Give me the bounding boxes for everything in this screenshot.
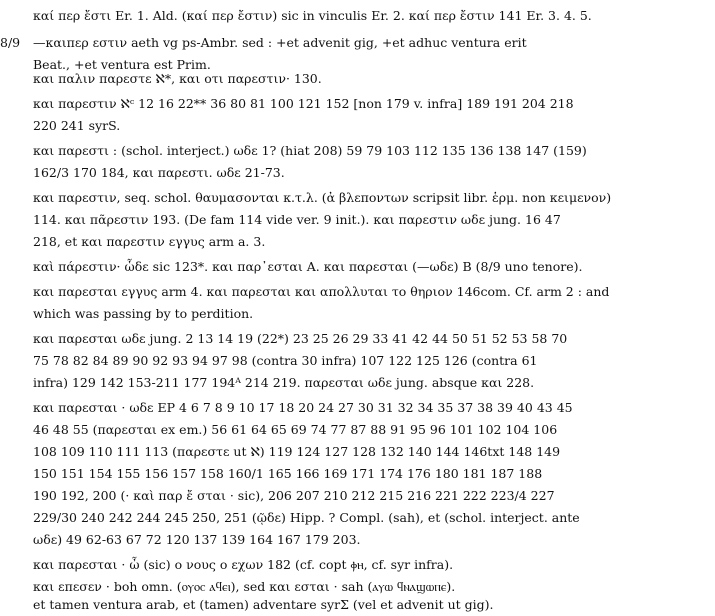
apparatus-line: και παρεστιν ℵᶜ 12 16 22** 36 80 81 100 121 152 [non 179 v. infra] 189 191 204 218 xyxy=(33,96,574,111)
apparatus-line: ωδε) 49 62-63 67 72 120 137 139 164 167 179 203. xyxy=(33,532,361,547)
apparatus-line: infra) 129 142 153-211 177 194ᴬ 214 219. παρεσται ωδε jung. absque και 228. xyxy=(33,375,535,390)
apparatus-line: et tamen ventura arab, et (tamen) adventare syrΣ (vel et advenit ut gig). xyxy=(33,597,494,612)
apparatus-line: 229/30 240 242 244 245 250, 251 (ῷδε) Hipp. ? Compl. (sah), et (schol. interject. ante xyxy=(33,510,580,525)
apparatus-line: και παρεστι : (schol. interject.) ωδε 1? (hiat 208) 59 79 103 112 135 136 138 147 (159) xyxy=(33,143,587,158)
apparatus-line: which was passing by to perdition. xyxy=(33,306,254,321)
apparatus-line: και παρεσται · ὦ (sic) ο νους ο εχων 182 (cf. copt ⲫⲏ, cf. syr infra). xyxy=(33,557,454,572)
apparatus-line: και παρεσται · ωδε EP 4 6 7 8 9 10 17 18 20 24 27 30 31 32 34 35 37 38 39 40 43 45 xyxy=(33,400,573,415)
apparatus-line: και παρεστιν, seq. schol. θαυμασονται κ.τ.λ. (ἀ βλεποντων scripsit libr. ἑρμ. non κειμενον) xyxy=(33,190,612,205)
apparatus-line: και επεσεν · boh omn. (ⲟⲩⲟⲥ ⲁϥⲉⲓ), sed και εσται · sah (ⲁⲩⲱ ϥⲛⲁϣⲱⲡⲉ). xyxy=(33,579,456,594)
apparatus-line: 218, et και παρεστιν εγγυς arm a. 3. xyxy=(33,234,266,249)
verse-reference: 8/9 xyxy=(0,35,21,50)
apparatus-line: και παρεσται ωδε jung. 2 13 14 19 (22*) 23 25 26 29 33 41 42 44 50 51 52 53 58 70 xyxy=(33,331,568,346)
apparatus-line: 190 192, 200 (· καὶ παρ ἔ σται · sic), 206 207 210 212 215 216 221 222 223/4 227 xyxy=(33,488,555,503)
apparatus-line: 220 241 syrS. xyxy=(33,118,121,133)
apparatus-line: Beat., +et ventura est Prim. xyxy=(33,57,211,72)
apparatus-line: —καιπερ εστιν aeth vg ps-Ambr. sed : +et advenit gig, +et adhuc ventura erit xyxy=(33,35,527,50)
apparatus-line: και παρεσται εγγυς arm 4. και παρεσται και απολλυται το θηριον 146com. Cf. arm 2 : and xyxy=(33,284,610,299)
apparatus-line: 162/3 170 184, και παρεστι. ωδε 21-73. xyxy=(33,165,285,180)
apparatus-line: καί περ ἔστι Er. 1. Ald. (καί περ ἔστιν) sic in vinculis Er. 2. καί περ ἔστιν 141 Er. 3. 4. 5. xyxy=(33,8,592,23)
apparatus-line: και παλιν παρεστε ℵ*, και οτι παρεστιν· 130. xyxy=(33,71,322,86)
apparatus-line: 46 48 55 (παρεσται ex em.) 56 61 64 65 69 74 77 87 88 91 95 96 101 102 104 106 xyxy=(33,422,558,437)
apparatus-line: καὶ πάρεστιν· ὧδε sic 123*. και παρ᾽εσται A. και παρεσται (—ωδε) B (8/9 uno tenore). xyxy=(33,259,583,274)
apparatus-line: 114. και πᾶρεστιν 193. (De fam 114 vide ver. 9 init.). και παρεστιν ωδε jung. 16 47 xyxy=(33,212,561,227)
apparatus-line: 75 78 82 84 89 90 92 93 94 97 98 (contra 30 infra) 107 122 125 126 (contra 61 xyxy=(33,353,538,368)
apparatus-line: 108 109 110 111 113 (παρεστε ut ℵ) 119 124 127 128 132 140 144 146txt 148 149 xyxy=(33,444,561,459)
apparatus-line: 150 151 154 155 156 157 158 160/1 165 166 169 171 174 176 180 181 187 188 xyxy=(33,466,543,481)
